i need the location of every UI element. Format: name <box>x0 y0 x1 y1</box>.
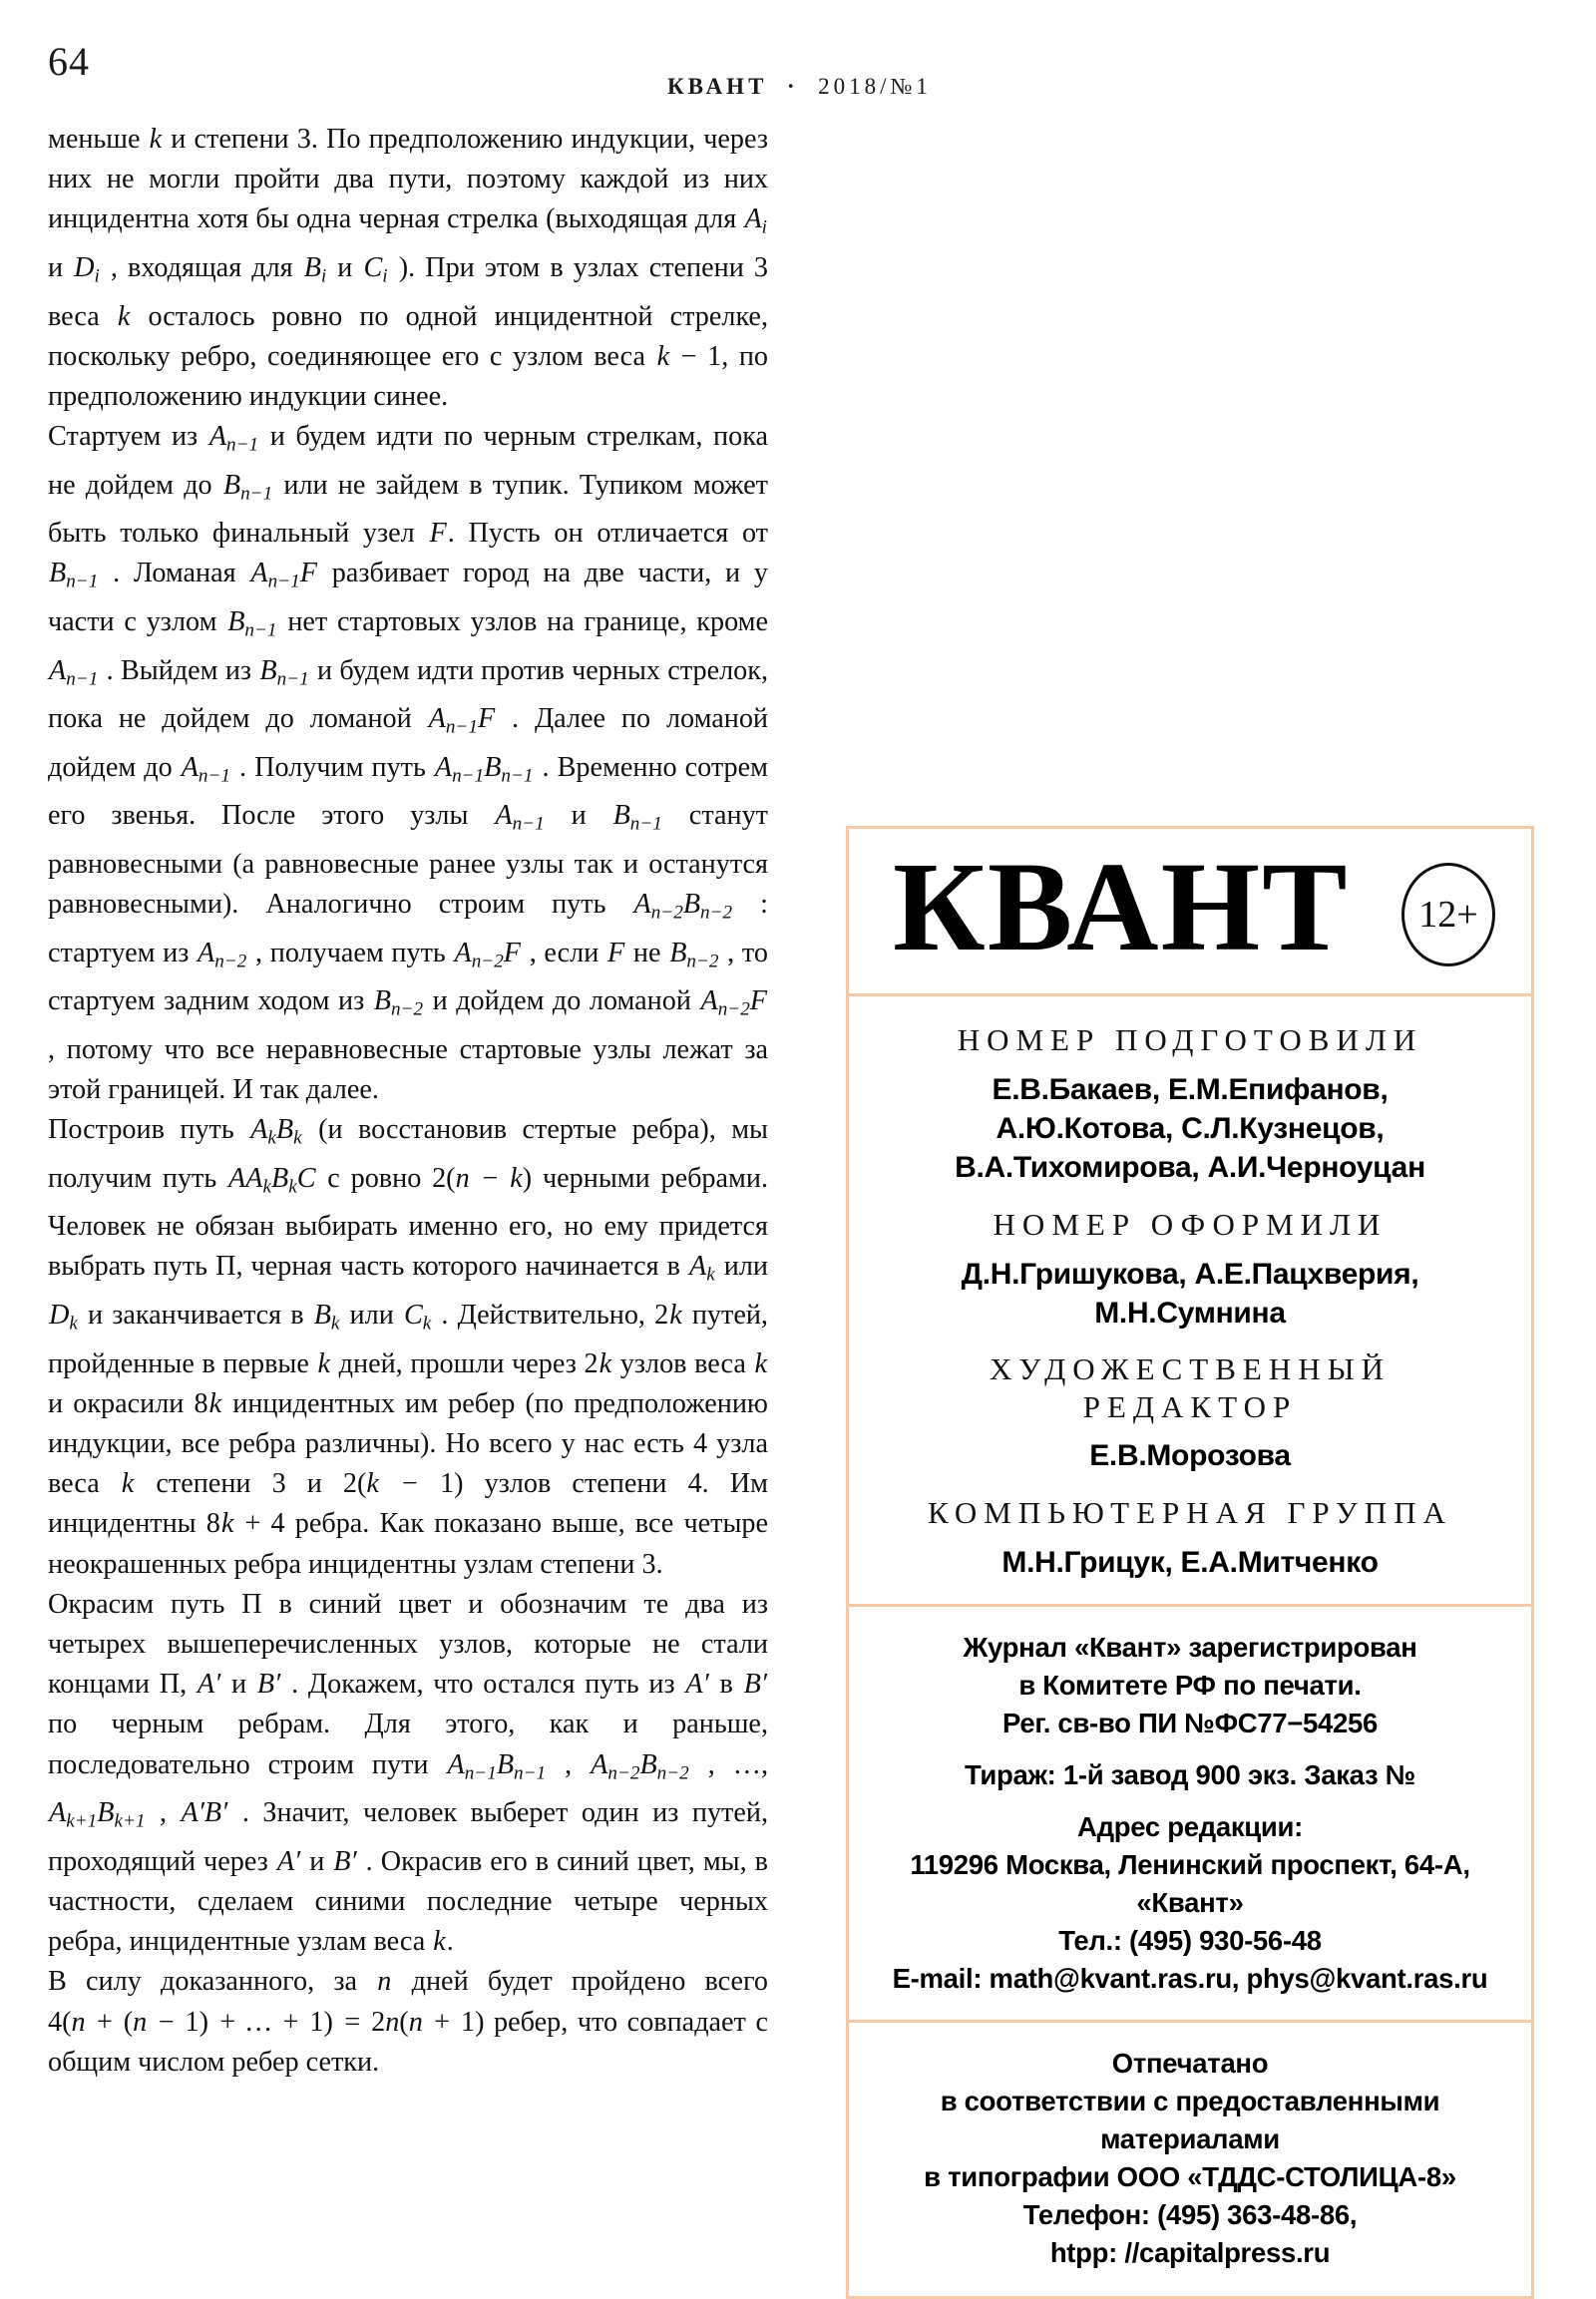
page-number: 64 <box>48 39 90 84</box>
credit-names-prepared <box>867 1070 1513 1187</box>
printing-line: материалами <box>1100 2123 1280 2154</box>
credit-name-line: Д.Н.Гришукова, А.Е.Пацхверия, <box>961 1258 1419 1291</box>
printing-house-name: в типографии ООО «ТДДС-СТОЛИЦА-8» <box>924 2161 1456 2192</box>
credit-heading-line: ХУДОЖЕСТВЕННЫЙ <box>989 1351 1392 1386</box>
credit-heading-designed: НОМЕР ОФОРМИЛИ <box>993 1207 1388 1242</box>
paragraph-5: В силу доказанного, за n дней будет пройдено всего 4(n + (n − 1) + … + 1) = 2n(n + 1) ребер, что совпадает с общим числом ребер сетки. <box>48 1966 768 2078</box>
printing-line: в соответствии с предоставленными <box>940 2086 1440 2116</box>
kvant-logo-block <box>849 829 1531 993</box>
running-head-issue: 2018/№1 <box>818 74 932 99</box>
credit-names-art-editor <box>867 1436 1513 1475</box>
address-heading: Адрес редакции: <box>1077 1811 1303 1842</box>
credit-name-line: М.Н.Грицук, Е.А.Митченко <box>1001 1546 1379 1579</box>
email-line[interactable]: E-mail: math@kvant.ras.ru, phys@kvant.ras.ru <box>892 1963 1488 1994</box>
kvant-wordmark: КВАНТ <box>893 836 1350 977</box>
running-head-separator: · <box>786 74 799 99</box>
colophon-box <box>846 826 1534 2299</box>
paragraph-2: Стартуем из $A_{n-1}$ и будем идти по черным стрелкам, пока не дойдем до $B_{n-1}$ или не зайдем в тупик. Тупиком может быть только финальный узел F. Пусть он отличается от $B_{n-1}$ . Ломаная $A_{n-1}F$ разбивает город на две части, и у части с узлом $B_{n-1}$ нет стартовых узлов на границе, кроме $A_{n-1}$ . Выйдем из $B_{n-1}$ и будем идти против черных стрелок, пока не дойдем до ломаной $A_{n-1}F$ . Далее по ломаной дойдем до $A_{n-1}$ . Получим путь $A_{n-1}B_{n-1}$ . Временно сотрем его звенья. После этого узлы $A_{n-1}$ и $B_{n-1}$ станут равновесными (а равновесные ранее узлы так и останутся равновесными). Аналогично строим путь $A_{n-2}B_{n-2}$ : стартуем из $A_{n-2}$ , получаем путь $A_{n-2}F$ , если F не $B_{n-2}$ , то стартуем задним ходом из $B_{n-2}$ и дойдем до ломаной $A_{n-2}F$ , потому что все неравновесные стартовые узлы лежат за этой границей. И так далее. <box>48 421 769 1105</box>
spacer <box>863 1742 1517 1756</box>
registration-line: в Комитете РФ по печати. <box>1018 1670 1362 1701</box>
spacer <box>863 1794 1517 1808</box>
printing-section <box>849 2023 1531 2296</box>
credit-names-computer-group <box>867 1543 1513 1582</box>
credit-name-line: Е.В.Бакаев, Е.М.Епифанов, <box>992 1073 1389 1106</box>
credit-heading-computer-group: КОМПЬЮТЕРНАЯ ГРУППА <box>928 1495 1452 1530</box>
paragraph-3: Построив путь $A_kB_k$ (и восстановив стертые ребра), мы получим путь $AA_kB_kC$ с ровно 2(n − k) черными ребрами. Человек не обязан выбирать именно его, но ему придется выбрать путь П, черная часть которого начинается в $A_k$ или $D_k$ и заканчивается в $B_k$ или $C_k$ . Действительно, 2k путей, пройденные в первые k дней, прошли через 2k узлов веса k и окрасили 8k инцидентных им ребер (по предположению индукции, все ребра различны). Но всего у нас есть 4 узла веса k степени 3 и 2(k − 1) узлов степени 4. Им инцидентны 8k + 4 ребра. Как показано выше, все четыре неокрашенных ребра инцидентны узлам степени 3. <box>48 1114 769 1580</box>
registration-section <box>849 1607 1531 2020</box>
registration-certificate: Рег. св-во ПИ №ФС77−54256 <box>1001 1708 1379 1738</box>
credit-heading-prepared: НОМЕР ПОДГОТОВИЛИ <box>957 1022 1423 1057</box>
print-run-line: Тираж: 1-й завод 900 экз. Заказ № <box>964 1759 1416 1790</box>
credits-section <box>849 996 1531 1604</box>
address-line: 119296 Москва, Ленинский проспект, 64-А, <box>910 1849 1470 1880</box>
printing-line: Отпечатано <box>1111 2048 1269 2079</box>
running-head <box>628 48 932 126</box>
paragraph-1: меньше k и степени 3. По предположению индукции, через них не могли пройти два пути, поэтому каждой из них инцидентна хотя бы одна черная стрелка (выходящая для $A_i$ и $D_i$ , входящая для $B_i$ и $C_i$ ). При этом в узлах степени 3 веса k осталось ровно по одной инцидентной стрелке, поскольку ребро, соединяющее его с узлом веса k − 1, по предположению индукции синее. <box>48 124 768 412</box>
credit-name-line: Е.В.Морозова <box>1089 1439 1291 1472</box>
age-rating-badge: 12+ <box>1401 863 1495 966</box>
credit-name-line: М.Н.Сумнина <box>1094 1297 1286 1330</box>
credit-heading-line: РЕДАКТОР <box>1082 1389 1298 1424</box>
registration-line: Журнал «Квант» зарегистрирован <box>963 1632 1417 1663</box>
address-line: «Квант» <box>1136 1887 1244 1918</box>
paragraph-4: Окрасим путь П в синий цвет и обозначим те два из четырех вышеперечисленных узлов, которые не стали концами П, A′ и B′ . Докажем, что остался путь из A′ в B′ по черным ребрам. Для этого, как и раньше, последовательно строим пути $A_{n-1}B_{n-1}$ , $A_{n-2}B_{n-2}$ , …, $A_{k+1}B_{k+1}$ , A′B′ . Значит, человек выберет один из путей, проходящий через A′ и B′ . Окрасив его в синий цвет, мы, в частности, сделаем синими последние четыре черных ребра, инцидентные узлам веса k. <box>48 1588 769 1958</box>
credit-name-line: А.Ю.Котова, С.Л.Кузнецов, <box>996 1112 1385 1145</box>
phone-line: Тел.: (495) 930-56-48 <box>1058 1925 1322 1956</box>
printing-phone: Телефон: (495) 363-48-86, <box>1022 2199 1358 2230</box>
article-text-column <box>48 120 768 2083</box>
printing-website[interactable]: htpp: //capitalpress.ru <box>1049 2237 1331 2268</box>
credit-names-designed <box>867 1255 1513 1333</box>
credit-name-line: В.А.Тихомирова, А.И.Черноуцан <box>955 1151 1425 1184</box>
running-head-journal: КВАНТ <box>667 74 768 99</box>
credit-heading-art-editor <box>867 1350 1513 1426</box>
page-header <box>0 38 1596 99</box>
